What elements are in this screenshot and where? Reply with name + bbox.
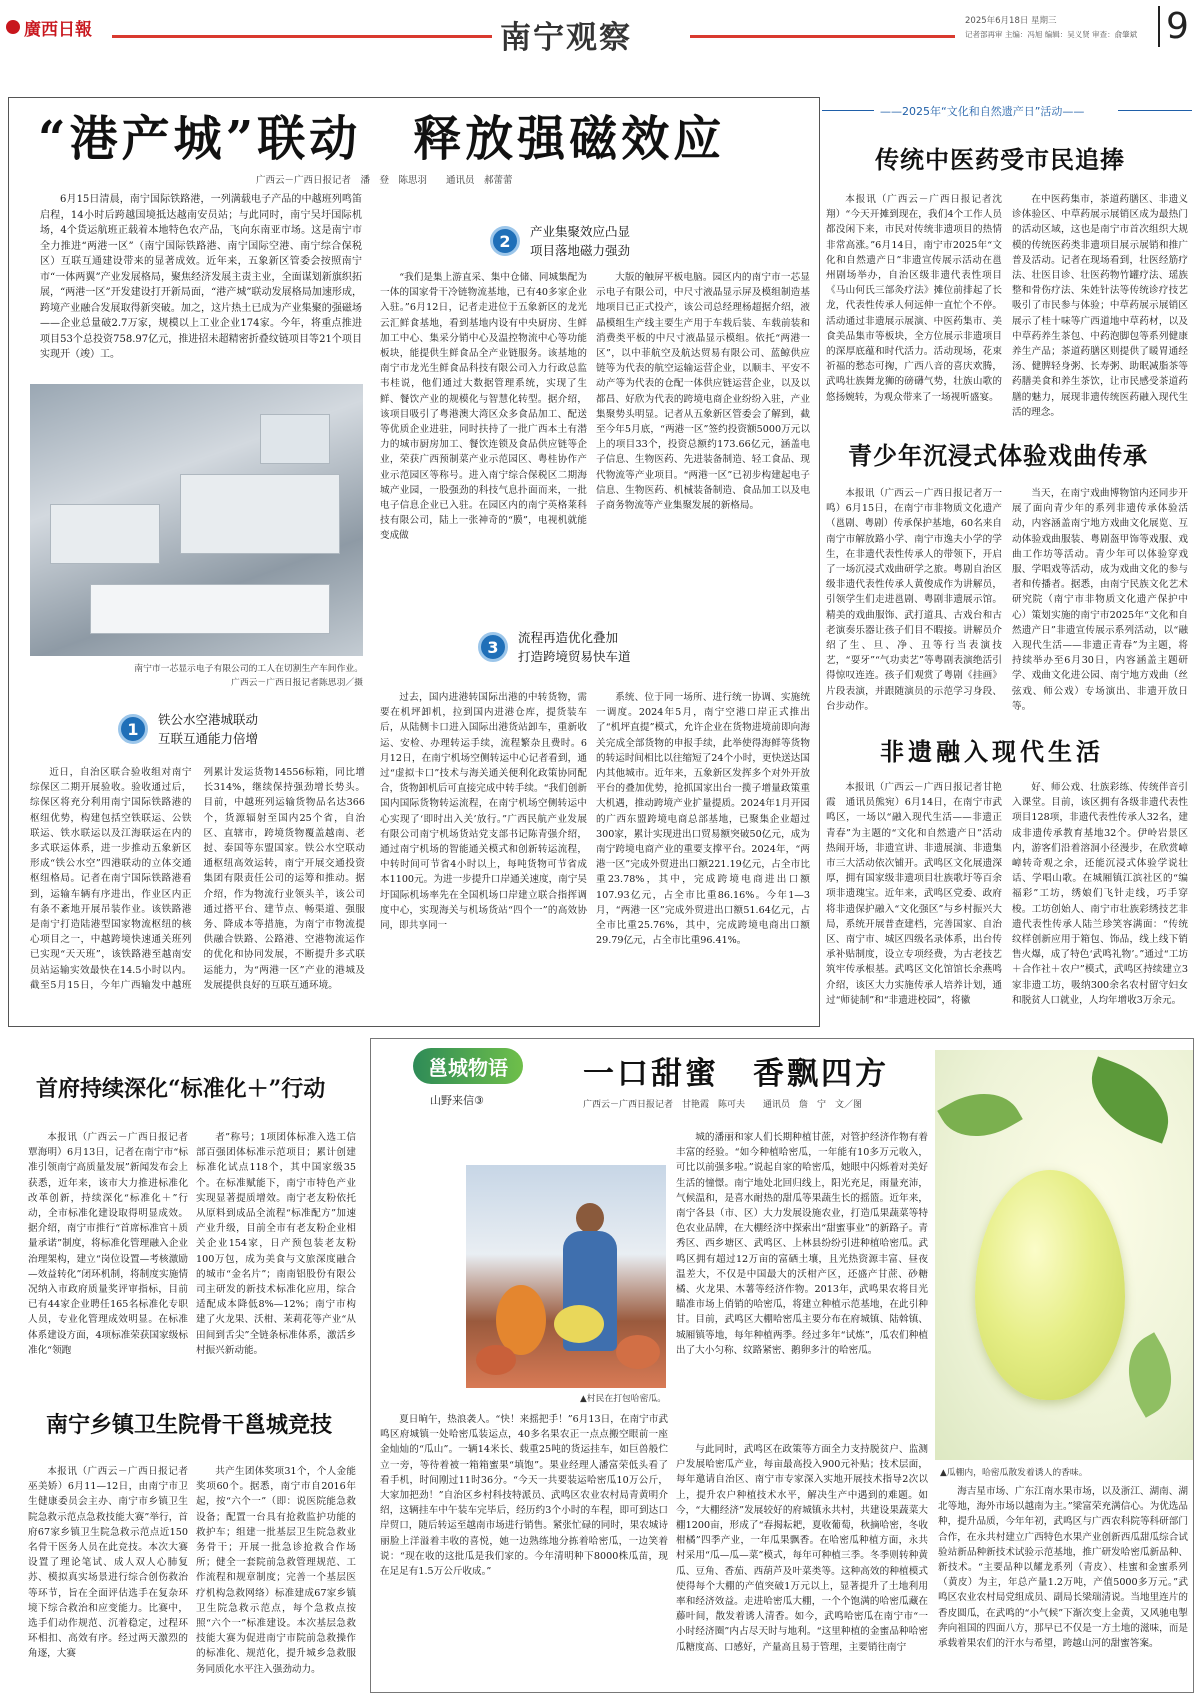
section-1-text: 近日，自治区联合验收组对南宁综保区二期开展验收。验收通过后，综保区将充分利用南宁国际铁路港的枢纽优势，构建包括空铁联运、公铁联运、铁水联运以及江海联运在内的多式联运体系，进一步推动五象新区形成“铁公水空”四港联动的立体交通枢纽格局。记者在南宁国际铁路港看到，运输车辆有序进出，作业区内正有条不紊地开展吊装作业。该铁路港是南宁打造陆港型国家物流枢纽的核心项目之一，中越跨境快速通关班列已实现“天天班”，该铁路港至越南安员站运输实效最快在14.5小时以内。截至5月15日，今年广西输发中越班列累计发运货物14556标箱，同比增长314%，继续保持强劲增长势头。目前，中越班列运输货物品名达366个，货源辐射至国内25个省，自治区、直辖市，跨境货物覆盖越南、老挝、泰国等东盟国家。铁公水空联动通枢纽高效运转，南宁开展交通投资集团有限责任公司的运筹和推动。据介绍，作为物流行业领头羊，该公司通过搭平台、建节点、畅渠道、强服务、降成本等措施，为南宁市物流提供融合铁路、公路港、空港物流运作的优化和协同发展，不断提升多式联运能力，为“两港一区”产业的港城及发展提供良好的互联互通环境。 xyxy=(30,767,365,991)
main-col5-text: 系统、位于同一场所、进行统一协调、实施统一调度。2024年5月，南宁空港口岸正式推出了“机坪直提”模式，允许企业在货物进境前即向海关完成全部货物的申报手续，此举使得海鲜等货物的转运时间相比以往缩短了24个小时，更快送达国内其他城市。近年来，五象新区发挥多个对外开放平台的叠加优势，抢抓国家出台一揽子增量政策重大机遇，推动跨境产业扩量提质。2024年1月开园的广西东盟跨境电商总部基地，已聚集企业超过300家，累计实现进出口贸易额突破50亿元，成为南宁跨境电商产业的重要支撑平台。2024年，“两港一区”完成外贸进出口额221.19亿元，占全市比重23.78%，其中，完成跨境电商进出口额107.93亿元，占全市比重86.16%。今年1—3月，“两港一区”完成外贸进出口额51.64亿元，占全市比重25.76%，其中，完成跨境电商出口额29.79亿元，占全市比重96.41%。 xyxy=(596,692,810,947)
right-story1-col-b xyxy=(1012,192,1188,420)
melon-photo xyxy=(935,1050,1193,1460)
main-col3-text: 大版的触屏平板电脑。园区内的南宁市一芯显示电子有限公司，中尺寸液晶显示屏及模组制造基地项目已正式投产，该公司总经理杨超据介绍，液晶模组生产线主要生产用于车载后装、车载前装和消费类平板的中尺寸液晶显示模组。依托“两港一区”，以中菲航空及航达贸易有限公司、蓝鲸供应链等为代表的航空运输运营企业，以顺丰、平安不动产等为代表的仓配一体供应链运营企业，以及以都昌、好欣为代表的跨境电商企业纷纷入驻，产业集聚势头明显。记者从五象新区管委会了解到，截至今年5月底，“两港一区”签约投资额5000万元以上的项目33个，投资总额约173.66亿元，涵盖电子信息、生物医药、先进装备制造、轻工食品、现代物流等产业项目。“两港一区”已初步构建起电子信息、生物医药、机械装备制造、食品加工以及电子商务物流等产业集聚发展的新格局。 xyxy=(596,272,810,512)
campaign-rule-left xyxy=(822,110,874,111)
right-story2-title: 青少年沉浸式体验戏曲传承 xyxy=(848,441,1148,470)
subhead-3-lines xyxy=(518,628,631,666)
subhead-3-line1: 流程再造优化叠加 xyxy=(518,630,619,645)
lower-story2-text-b: 共产生团体奖项31个，个人金能奖项60个。据悉，南宁市自2016年起，按“六个一”（即：说医院能急救设备；配置一台具有抢救监护功能的救护车；组建一批基层卫生院急救业务骨干；开展一批急诊抢救合作场所；健全一套院前急救管理规范、工作流程和规章制度；完善一个基层医疗机构急救网络）标准建成67家乡镇卫生院急救示范点，每个急救点按照“六个一”标准建设。本次基层急救技能大赛为促进南宁市院前急救操作的标准化、规范化，提升城乡急救服务同质化水平注入强劲动力。 xyxy=(196,1466,356,1675)
melon-photo-caption: ▲瓜棚内，哈密瓜散发着诱人的香味。 xyxy=(940,1468,1088,1478)
page-number: 9 xyxy=(1158,6,1189,47)
packing-photo xyxy=(466,1165,666,1388)
lower-story1-title: 首府持续深化“标准化＋”行动 xyxy=(36,1076,326,1102)
lower-story1-text-b: 者”称号；1项团体标准入选工信部百强团体标准示范项目；累计创建标准化试点118个，其中国家级35个。在标准赋能下，南宁市特色产业实现显著提质增效。南宁老友粉依托从原料到成品全流程“标准配方”加速产业升级，目前全市有老友粉企业相关企业154家，日产预包装老友粉100万包，成为美食与文旅深度融合的城市“金名片”；南南铝股份有限公司主研发的新技术标准化应用，综合适配成本降低8%—12%；南宁市构建了火龙果、沃柑、茉莉花等产业“从田间到舌尖”全链条标准体系，激活乡村振兴新动能。 xyxy=(196,1132,356,1356)
feature-col0 xyxy=(383,1165,461,1383)
right-story2-text-a: 本报讯（广西云－广西日报记者万一鸣）6月15日，在南宁市非物质文化遗产（邕剧、粤剧）传承保护基地，60名来自南宁市解放路小学、南宁市逸夫小学的学生，在非遗代表性传承人的带领下，开启了一场沉浸式戏曲研学之旅。粤剧自治区级非遗代表性传承人黄俊成作为讲解员，引领学生们走进邕剧、粤剧非遗展示馆。精美的戏曲服饰、武打道具、古戏台和古老演奏乐器让孩子们目不暇接。讲解员介绍了生、旦、净、丑等行当表演技艺，“耍牙”“气功卖艺”等粤剧表演绝活引得惊叹连连。孩子们观赏了粤剧《挂画》片段表演，并跟随演员的示范学习身段、台步动作。 xyxy=(826,488,1002,712)
lower-story1-text-a: 本报讯（广西云－广西日报记者覃海明）6月13日，记者在南宁市“标准引领南宁高质量发展”新闻发布会上获悉，近年来，该市大力推进标准化改革创新，持续深化“标准化＋”行动，全市标准化建设取得明显成效。据介绍，南宁市推行“首席标准官＋质量承诺”制度，将标准化管理融入企业治理架构，建立“岗位设置—考核激励—效益转化”闭环机制，将制度实施情况纳入市政府质量奖评审指标，目前已有44家企业聘任165名标准化专职人员，专业化管理成效明显。在标准体系建设方面，4项标准荣获国家级标准化“领跑 xyxy=(28,1132,188,1356)
factory-photo xyxy=(30,384,363,656)
lower-story1-col-a xyxy=(28,1130,188,1375)
right-story1-text-b: 在中医药集市，茶道药膳区、非遗义诊体验区、中草药展示展销区成为最热门的活动区域，这也是南宁市首次组织大规模的传统医药类非遗项目展示展销和推广普及活动。记者在现场看到，壮医经筋疗法、壮医目诊、壮医药物竹罐疗法、瑶族整和骨伤疗法、朱姓针法等传统诊疗技艺吸引了市民参与体验；中草药展示展销区展示了桂十味等广西道地中草药材，以及中草药养生茶包、中药泡脚包等系列健康养生产品；茶道药膳区则提供了暖胃通经汤、健脾轻身粥、长寿粥、助眠减脂茶等药膳美食和养生茶饮，让市民感受茶道药膳的魅力，展现非遗传统医药融入现代生活的理念。 xyxy=(1012,194,1188,418)
main-col4-text: 过去，国内进港转国际出港的中转货物，需要在机坪卸机，拉到国内进港仓库，提货装车后，从陆侧卡口进入国际出港货站卸车，重新收运、安检、办理转运手续，流程繁杂且费时。6月12日，在南宁机场空侧转运中心记者看到，通过“虚拟卡口”技术与海关通关便利化政策协同配合，货物卸机后可直接完成中转手续。“我们创新国内国际货物转运流程，在南宁机场空侧转运中心实现了‘即时出入关’放行。”广西民航产业发展有限公司南宁机场货站党支部书记陈青强介绍，通过南宁机场的智能通关模式和创新转运流程，中转时间可节省4小时以上，每吨货物可节省成本1100元。为进一步提升口岸通关速度，南宁吴圩国际机场率先在全国机场口岸建立联合指挥调度中心，实现海关与机场货站“四个一”的高效协同，即共享同一 xyxy=(380,692,587,932)
lower-story2-title: 南宁乡镇卫生院骨干邕城竞技 xyxy=(46,1412,333,1438)
main-lede-text: 6月15日清晨，南宁国际铁路港，一列满载电子产品的中越班列鸣笛启程，14小时后跨越国境抵达越南安员站；与此同时，南宁吴圩国际机场，4个货运航班正载着本地特色农产品，飞向东南亚市场。这是南宁市全力推进“两港一区”（南宁国际铁路港、南宁国际空港、南宁综合保税区）互联互通建设带来的显著成效。近年来，五象新区管委会按照南宁市“一体两翼”产业发展格局，聚焦经济发展主责主业，全面谋划新旗织拓展，“两港一区”开发建设打开新局面，“港产城”联动发展格局加速形成，跨境产业融合发展取得新突破。加之，这片热土已成为产业集聚的强磁场——企业总量破2.7万家，规模以上工业企业174家。今年，将重点推进项目53个总投资758.97亿元，推进招未超精密折叠纹链项目等21个项目实现开（竣）工。 xyxy=(40,194,362,360)
right-story1-text-a: 本报讯（广西云－广西日报记者沈翔）“今天开摊到现在，我们4个工作人员都没闲下来，市民对传统非遗项目的热情非常高涨。”6月14日，南宁市2025年“文化和自然遗产日”非遗宣传展示活动在邕州剧场举办，自治区级非遗代表性项目《马山何氏三部灸疗法》摊位前排起了长龙，代表性传承人何远伸一直忙个不停。活动通过非遗展示展演、中医药集市、美食美品集市等板块，全方位展示非遗项目的深厚底蕴和时代活力。活动现场，花束祈福的愁态可掬，广西八音的喜庆欢腾，武鸣壮族舞龙狮的磅礴气势，壮族山歌的悠扬婉转，为观众带来了一场视听盛宴。 xyxy=(826,194,1002,403)
lower-story2-col-a xyxy=(28,1464,188,1692)
subhead-1-line1: 铁公水空港城联动 xyxy=(158,712,259,727)
feature-byline: 广西云－广西日报记者 甘艳霞 陈可夫 通讯员 詹 宁 文／图 xyxy=(583,1100,863,1110)
lower-story1-col-b xyxy=(196,1130,356,1375)
subhead-1-lines xyxy=(158,710,258,748)
campaign-rule-right xyxy=(1118,110,1192,111)
factory-photo-caption: 南宁市一芯显示电子有限公司的工人在切割生产车间作业。 广西云－广西日报记者陈思羽／摄 xyxy=(134,664,363,688)
right-story1-title: 传统中医药受市民追捧 xyxy=(875,145,1125,174)
subhead-2-line2: 项目落地磁力强劲 xyxy=(530,243,631,258)
lower-story2-text-a: 本报讯（广西云－广西日报记者巫美娇）6月11—12日，由南宁市卫生健康委员会主办、南宁市乡镇卫生院急救示范点急救技能大赛”举行，首府67家乡镇卫生院急救示范点近150名骨干医务人员在此竞技。本次大赛设置了理论笔试、成人双人心肺复苏、模拟真实场景进行综合创伤救治等环节，旨在全面评估选手在复杂环境下综合救治和应变能力。比赛中，选手们动作规范、沉着稳定，过程环环相扣、高效有序。经过两天激烈的角逐，大赛 xyxy=(28,1466,188,1660)
issue-date: 2025年6月18日 星期三 xyxy=(965,16,1057,26)
right-story2-col-b xyxy=(1012,486,1188,714)
right-story3-col-a xyxy=(826,780,1002,1024)
right-story3-title: 非遗融入现代生活 xyxy=(880,737,1104,766)
right-story2-col-a xyxy=(826,486,1002,714)
main-col4 xyxy=(380,690,587,1020)
right-story2-text-b: 当天，在南宁戏曲博物馆内还同步开展了面向青少年的系列非遗传承体验活动，内容涵盖南宁地方戏曲文化展览、互动体验戏曲服装、粤剧盔甲饰等戏服、戏曲工作坊等活动。青少年可以体验穿戏服、学唱戏等活动，成为戏曲文化的参与者和传播者。据悉，由南宁民族文化艺术研究院（南宁市非物质文化遗产保护中心）策划实施的南宁市2025年“文化和自然遗产日”非遗宣传展示系列活动，以“融入现代生活——非遗正青春”为主题，将持续举办至6月30日，内容涵盖主题研学、戏曲文化进公园、南宁地方戏曲（丝弦戏、师公戏）专场演出、非遗开放日等。 xyxy=(1012,488,1188,712)
masthead xyxy=(0,0,1200,64)
main-byline: 广西云－广西日报记者 潘 登 陈思羽 通讯员 郝蕾蕾 xyxy=(256,175,513,186)
feature-col1-text: 城的潘丽和家人们长期种植甘蔗，对管护经济作物有着丰富的经验。“如今种植哈密瓜，一年能有10多万元收入，可比以前强多啦。”说起自家的哈密瓜，她眼中闪烁着对美好生活的憧憬。南宁地处北回归线上，阳光充足，雨量充沛，气候温和，是喜水耐热的甜瓜等果蔬生长的摇篮。近年来，南宁各县（市、区）大力发展设施农业，打造瓜果蔬菜等特色农业品牌，在大棚经济中探索出“甜蜜事业”的新路子。青秀区、西乡塘区、武鸣区、上林县纷纷引进种植哈密瓜。武鸣区拥有超过12万亩的富硒土壤，且光热资源丰富、昼夜温差大，不仅是中国最大的沃柑产区，还盛产甘蔗、砂糖橘、火龙果、木薯等经济作物。2013年，武鸣果农将目光瞄准市场上俏销的哈密瓜，将建立种植示范基地，在此引种甘。目前，武鸣区大棚哈密瓜主要分布在府城镇、陆斡镇、城厢镇等地，每年种植两季。经过多年“试炼”，瓜农们种植出了大小匀称、纹路紧密、鹅卵多汁的哈密瓜。 xyxy=(676,1132,928,1356)
feature-col1 xyxy=(676,1130,928,1438)
section-title: 南宁观察 xyxy=(500,20,632,56)
subhead-1-number: 1 xyxy=(118,714,148,744)
subhead-2-number: 2 xyxy=(490,226,520,256)
main-col2 xyxy=(380,270,587,592)
feature-col3 xyxy=(676,1442,928,1690)
series-label: 山野来信③ xyxy=(430,1094,484,1107)
melon-fruit xyxy=(975,1170,1125,1400)
lower-story2-col-b xyxy=(196,1464,356,1692)
campaign-label: ——2025年“文化和自然遗产日”活动—— xyxy=(880,105,1085,118)
logo-mark-icon xyxy=(6,20,20,34)
subhead-3 xyxy=(478,628,631,666)
header-rule-right xyxy=(690,35,955,38)
feature-col4 xyxy=(938,1484,1188,1690)
packing-photo-caption: ▲村民在打包哈密瓜。 xyxy=(580,1394,666,1404)
main-col5 xyxy=(596,690,810,1020)
subhead-3-number: 3 xyxy=(478,632,508,662)
right-story1-col-a xyxy=(826,192,1002,420)
right-story3-text-b: 好、师公戏、壮族彩练、传统伴音引入课堂。目前，该区拥有各级非遗代表性项目128项，非遗代表性传承人32名，建成非遗传承教育基地32个。伊岭岩景区内，游客们沿着溶洞小径漫步，在欣赏嶂嶂转奇观之余，还能沉浸式体验学说壮话、学唱山歌。在城厢镇江滨社区的“编福彩”工坊，绣娘们飞针走线，巧手穿梭。工坊创始人、南宁市壮族彩绣技艺非遗代表性传承人陆兰珍笑容满面：“传统纹样创新应用于箱包、饰品，线上线下销售火爆，成了特色‘武鸣礼物’。”通过“工坊＋合作社＋农户”模式，武鸣区持续建立3家非遗工坊，吸纳300余名农村留守妇女和脱贫人口就业，人均年增收3万余元。 xyxy=(1012,782,1188,1006)
feature-col2-text: 夏日晌午，热浪袭人。“快！来摇把手！”6月13日，在南宁市武鸣区府城镇一处哈密瓜装运点，40多名果农正一点点搬空眼前一座金灿灿的“瓜山”。一辆14米长、载重25吨的货运挂车，如巨兽般伫立一旁，等待着被一箱箱蜜果“填饱”。果业经理人潘富荣低头看了看手机，时间刚过11时36分。“今天一共要装运哈密瓜10万公斤，大家加把劲！”自治区乡村科技特派员、武鸣区农业农村局青黄明介绍，这辆挂车中午装车完毕后，经历约3个小时的车程，即可到达口岸贸口，随后转运至越南市场进行销售。紧张忙碌的同时，果农城诗丽脸上洋溢着丰收的喜悦，她一边熟练地分拣着哈密瓜，一边笑着说：“现在收的这批瓜是我们家的。今年清明种下8000株瓜苗，现在足足有1.5万公斤收成。” xyxy=(380,1414,668,1578)
main-col2-text: “我们是集上游直采、集中仓储、同城集配为一体的国家骨干冷链物流基地，已有40多家企业入驻。”6月12日，记者走进位于五象新区的龙光云汇鲜食基地，看到基地内设有中央厨房、生鲜加工中心、集采分销中心及温控物流中心等功能板块，能提供生鲜食品全产业链服务。该基地的南宁市龙光生鲜食品科技有限公司入力行政总监韦桂说，他们通过大数据管理系统，实现了生鲜、餐饮产业的规模化与智慧化转型。据介绍，该项目吸引了粤港澳大湾区众多食品加工、配送等优质企业进驻，同时扶持了一批广西本土有潜力的城市厨房加工、餐饮连锁及食品供应链等企业，荣获广西预制菜产业示范园区、粤桂协作产业示范园区等称号。进入南宁综合保税区二期海城产业园，一股强劲的科技气息扑面而来，一批电子信息企业已入驻。在园区内的南宁英格莱科技有限公司，陆上一张神奇的“膜”，电视机就能变成做 xyxy=(380,272,587,542)
subhead-1 xyxy=(118,710,258,748)
newspaper-logo xyxy=(6,12,106,42)
feature-col4-text: 海吉星市场、广东江南水果市场，以及浙江、湖南、湖北等地，海外市场以越南为主。”梁富荣充满信心。为优选品种，提升品质，今年年初，武鸣区与广西农科院等科研部门合作，在永共村建立广西特色水果产业创新西瓜甜瓜综合试验站新品种新技术试验示范基地，推广研发哈密瓜新品种、新技术。“主要品种以耀龙系列（青皮）、桂蜜和金蜜系列（黄皮）为主，年总产量1.2万吨，产值5000多万元。”武鸣区农业农村局党组成员、副局长梁瑞清说。当地里连片的香皮圆瓜，在武鸣的“小气候”下渐次变上金黄，又风驰电掣奔向祖国的四面八方，那早已不仅是一方土地的滋味，而是承载着果农们的汗水与希望，跨越山河的甜蜜答案。 xyxy=(938,1486,1188,1650)
subhead-2-line1: 产业集聚效应凸显 xyxy=(530,224,631,239)
editor-credits: 记者部再审 主编：冯旭 编辑：吴义贤 审查：俞肇斌 xyxy=(965,30,1138,39)
right-story3-text-a: 本报讯（广西云－广西日报记者甘艳霞 通讯员熊宛）6月14日，在南宁市武鸣区，一场以“融入现代生活——非遗正青春”为主题的“文化和自然遗产日”活动热闹开场，非遗宣讲、非遗展演、非遗集市三大活动依次铺开。武鸣区文化展遗深厚，拥有国家级非遗项目壮族歌圩等百余项非遗瑰宝。近年来，武鸣区党委、政府将非遗保护融入“文化强区”与乡村振兴大局，系统开展普查建档，完善国家、自治区、南宁市、城区四级名录体系，出台传承补贴制度，设立专项经费，为古老技艺筑牢传承根基。武鸣区文化馆馆长余燕鸣介绍，该区大力实施传承人培养计划，通过“师徒制”和“非遗进校园”，将徽 xyxy=(826,782,1002,1006)
main-lede xyxy=(40,192,362,382)
feature-col2 xyxy=(380,1412,668,1690)
subhead-1-line2: 互联互通能力倍增 xyxy=(158,731,259,746)
main-headline: “港产城”联动 释放强磁效应 xyxy=(38,111,726,167)
subhead-2 xyxy=(490,222,630,260)
feature-col3-text: 与此同时，武鸣区在政策等方面全力支持脱贫户、监测户发展哈密瓜产业，每亩最高投入900元补贴；技术层面，每年邀请自治区、南宁市专家深入实地开展技术指导2次以上，提升农户种植技术水平，解决生产中遇到的难题。如今，“大棚经济”发展较好的府城镇永共村，共建设果蔬菜大棚1200亩，形成了“春揭耘耙，夏收葡萄，秋摘哈密，冬收柑橘”四季产业，一年瓜果飘香。在哈密瓜种植方面，永共村采用“瓜—瓜—菜”模式，每年可种植三季。冬季则转种黄瓜、豆角、香茄、西葫芦及叶菜类等。这种高效的种植模式使得每个大棚的产值突破1万元以上，显著提升了土地利用率和经济效益。走进哈密瓜大棚，一个个饱满的哈密瓜藏在藤叶间，散发着诱人清香。如今，武鸣哈密瓜在南宁市“一小时经济圈”内占尽天时与地利。“这里种植的金蜜品种哈密瓜糖度高、口感好，产量高且易于管理，主要销往南宁 xyxy=(676,1444,928,1653)
right-story3-col-b xyxy=(1012,780,1188,1024)
column-brand-badge: 邕城物语 xyxy=(413,1048,523,1084)
header-rule-left xyxy=(112,35,492,38)
main-col3 xyxy=(596,270,810,592)
subhead-3-line2: 打造跨境贸易快车道 xyxy=(518,649,631,664)
feature-headline: 一口甜蜜 香飘四方 xyxy=(583,1056,889,1092)
subhead-2-lines xyxy=(530,222,630,260)
logo-text: 廣西日報 xyxy=(24,19,92,40)
section-1-body xyxy=(30,765,365,1020)
